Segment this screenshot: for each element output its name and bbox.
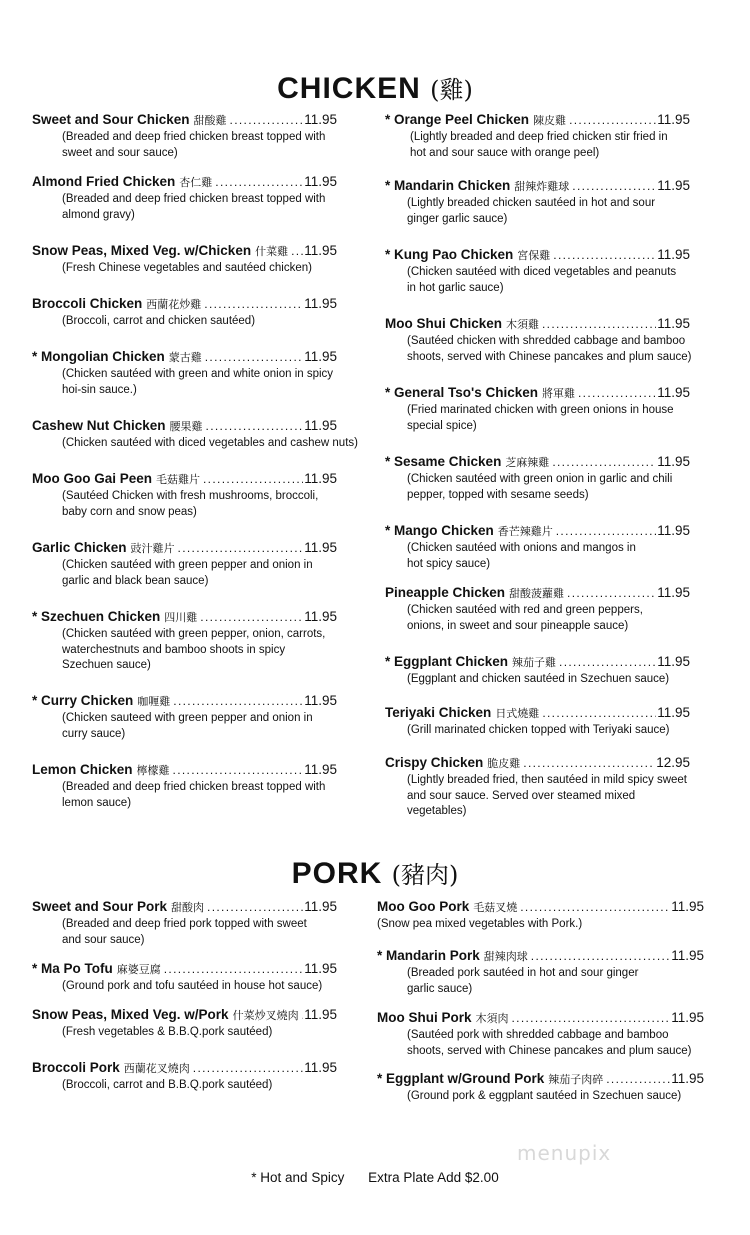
item-name: Cashew Nut Chicken bbox=[32, 418, 166, 433]
item-cn-name: 陳皮雞 bbox=[533, 114, 567, 127]
menu-item bbox=[32, 471, 337, 520]
item-desc: (Chicken sautéed with green pepper and onion in garlic and black bean sauce) bbox=[62, 559, 313, 587]
leader-dots bbox=[606, 1072, 670, 1086]
menu-item bbox=[385, 178, 690, 227]
leader-dots bbox=[200, 610, 303, 624]
item-name: Crispy Chicken bbox=[385, 755, 484, 770]
leader-dots bbox=[203, 472, 303, 486]
item-cn-name: 甜辣肉球 bbox=[483, 950, 528, 963]
item-desc: (Sautéed chicken with shredded cabbage and bamboo shoots, served with Chinese pancakes and plum sauce) bbox=[407, 335, 692, 363]
pork-section-title bbox=[0, 855, 750, 891]
item-name: * Mandarin Chicken bbox=[385, 178, 511, 193]
item-cn-name: 什菜雞 bbox=[255, 245, 289, 258]
menu-item bbox=[32, 112, 337, 161]
item-desc: (Chicken sauteed with green pepper and onion in curry sauce) bbox=[62, 712, 313, 740]
item-name: Garlic Chicken bbox=[32, 540, 127, 555]
item-cn-name: 咖喱雞 bbox=[137, 695, 171, 708]
leader-dots bbox=[291, 244, 303, 258]
item-desc: (Sautéed Chicken with fresh mushrooms, broccoli, baby corn and snow peas) bbox=[62, 490, 319, 518]
item-desc: (Lightly breaded fried, then sautéed in mild spicy sweet and sour sauce. Served over steamed mixed vegetables) bbox=[407, 774, 687, 817]
pork-title-cn: (豬肉) bbox=[391, 861, 459, 889]
item-name: * Mongolian Chicken bbox=[32, 349, 165, 364]
menu-item bbox=[32, 899, 337, 948]
item-price: 11.95 bbox=[304, 540, 337, 555]
item-desc: (Chicken sautéed with red and green peppers, onions, in sweet and sour pineapple sauce) bbox=[407, 604, 643, 632]
extra-plate-note: Extra Plate Add $2.00 bbox=[368, 1170, 499, 1185]
leader-dots bbox=[520, 900, 670, 914]
item-price: 11.95 bbox=[304, 471, 337, 486]
leader-dots bbox=[567, 586, 656, 600]
item-price: 11.95 bbox=[304, 1060, 337, 1075]
item-price: 11.95 bbox=[671, 948, 704, 963]
item-cn-name: 木須雞 bbox=[506, 318, 540, 331]
item-cn-name: 檸檬雞 bbox=[136, 764, 170, 777]
item-desc: (Chicken sautéed with green pepper, onion, carrots, waterchestnuts and bamboo shoots in spicy Szechuen sauce) bbox=[62, 628, 326, 671]
item-desc: (Breaded and deep fried chicken breast topped with almond gravy) bbox=[62, 193, 326, 221]
item-price: 11.95 bbox=[657, 112, 690, 127]
item-cn-name: 宮保雞 bbox=[517, 249, 551, 262]
item-price: 11.95 bbox=[657, 247, 690, 262]
item-name: Moo Goo Gai Peen bbox=[32, 471, 153, 486]
leader-dots bbox=[164, 962, 303, 976]
item-desc: (Fresh Chinese vegetables and sautéed chicken) bbox=[62, 262, 312, 274]
item-name: * Eggplant w/Ground Pork bbox=[377, 1071, 545, 1086]
item-name: * Ma Po Tofu bbox=[32, 961, 113, 976]
item-cn-name: 西蘭花炒雞 bbox=[146, 298, 202, 311]
item-name: * General Tso's Chicken bbox=[385, 385, 539, 400]
item-cn-name: 木須肉 bbox=[475, 1012, 509, 1025]
item-desc: (Broccoli, carrot and chicken sautéed) bbox=[62, 315, 256, 327]
leader-dots bbox=[205, 350, 303, 364]
chicken-section-title bbox=[0, 70, 750, 106]
item-cn-name: 毛菇雞片 bbox=[156, 473, 201, 486]
footer-notes bbox=[0, 1170, 750, 1185]
leader-dots bbox=[230, 113, 304, 127]
item-price: 11.95 bbox=[304, 899, 337, 914]
menu-item bbox=[385, 112, 690, 161]
item-desc: (Chicken sautéed with green and white onion in spicy hoi-sin sauce.) bbox=[62, 368, 334, 396]
menu-item bbox=[385, 523, 690, 572]
item-price: 11.95 bbox=[304, 693, 337, 708]
menu-item bbox=[32, 1007, 337, 1041]
item-cn-name: 將軍雞 bbox=[542, 387, 576, 400]
item-name: Moo Shui Chicken bbox=[385, 316, 503, 331]
leader-dots bbox=[173, 763, 304, 777]
leader-dots bbox=[207, 900, 303, 914]
item-cn-name: 脆皮雞 bbox=[487, 757, 521, 770]
leader-dots bbox=[552, 455, 656, 469]
item-desc: (Fried marinated chicken with green onions in house special spice) bbox=[407, 404, 674, 432]
menu-item bbox=[377, 899, 704, 933]
item-price: 11.95 bbox=[304, 174, 337, 189]
menu-item bbox=[32, 174, 337, 223]
leader-dots bbox=[556, 524, 656, 538]
item-price: 11.95 bbox=[304, 349, 337, 364]
item-cn-name: 甜酸肉 bbox=[171, 901, 205, 914]
menu-item bbox=[32, 296, 337, 330]
hot-spicy-note: * Hot and Spicy bbox=[251, 1170, 345, 1185]
item-name: Moo Shui Pork bbox=[377, 1010, 472, 1025]
item-price: 11.95 bbox=[657, 316, 690, 331]
item-price: 12.95 bbox=[656, 755, 690, 770]
menu-item bbox=[377, 948, 704, 997]
item-cn-name: 香芒辣雞片 bbox=[497, 525, 553, 538]
item-name: * Eggplant Chicken bbox=[385, 654, 509, 669]
item-cn-name: 辣茄子雞 bbox=[512, 656, 557, 669]
item-price: 11.95 bbox=[657, 705, 690, 720]
item-price: 11.95 bbox=[304, 112, 337, 127]
item-desc: (Fresh vegetables & B.B.Q.pork sautéed) bbox=[62, 1026, 273, 1038]
item-cn-name: 甜辣炸雞球 bbox=[514, 180, 570, 193]
item-desc: (Lightly breaded and deep fried chicken stir fried in hot and sour sauce with orange peel) bbox=[410, 131, 668, 159]
item-name: Sweet and Sour Pork bbox=[32, 899, 168, 914]
chicken-title: CHICKEN bbox=[277, 72, 421, 105]
item-cn-name: 芝麻辣雞 bbox=[505, 456, 550, 469]
item-name: Snow Peas, Mixed Veg. w/Pork bbox=[32, 1007, 229, 1022]
item-cn-name: 四川雞 bbox=[164, 611, 198, 624]
item-cn-name: 毛菇叉燒 bbox=[473, 901, 518, 914]
leader-dots bbox=[173, 694, 303, 708]
item-desc: (Broccoli, carrot and B.B.Q.pork sautéed) bbox=[62, 1079, 273, 1091]
item-price: 11.95 bbox=[657, 523, 690, 538]
leader-dots bbox=[559, 655, 656, 669]
menu-item bbox=[385, 385, 690, 434]
leader-dots bbox=[178, 541, 304, 555]
leader-dots bbox=[512, 1011, 671, 1025]
item-name: Sweet and Sour Chicken bbox=[32, 112, 190, 127]
item-desc: (Breaded and deep fried pork topped with sweet and sour sauce) bbox=[62, 918, 307, 946]
item-desc: (Breaded and deep fried chicken breast topped with lemon sauce) bbox=[62, 781, 326, 809]
menu-item bbox=[32, 540, 337, 589]
item-price: 11.95 bbox=[304, 762, 337, 777]
leader-dots bbox=[302, 1008, 304, 1022]
item-price: 11.95 bbox=[304, 296, 337, 311]
menu-item bbox=[32, 349, 337, 398]
item-cn-name: 杏仁雞 bbox=[179, 176, 213, 189]
item-name: Almond Fried Chicken bbox=[32, 174, 176, 189]
watermark-logo: menupix bbox=[517, 1141, 612, 1165]
item-name: Teriyaki Chicken bbox=[385, 705, 492, 720]
item-cn-name: 辣茄子肉碎 bbox=[548, 1073, 604, 1086]
item-name: * Mandarin Pork bbox=[377, 948, 480, 963]
item-price: 11.95 bbox=[671, 1010, 704, 1025]
menu-item bbox=[32, 762, 337, 811]
item-price: 11.95 bbox=[657, 385, 690, 400]
leader-dots bbox=[215, 175, 303, 189]
menu-item bbox=[32, 961, 337, 995]
item-desc: (Grill marinated chicken topped with Teriyaki sauce) bbox=[407, 724, 670, 736]
item-name: * Sesame Chicken bbox=[385, 454, 502, 469]
item-desc: (Chicken sautéed with diced vegetables and peanuts in hot garlic sauce) bbox=[407, 266, 677, 294]
item-desc: (Ground pork and tofu sautéed in house hot sauce) bbox=[62, 980, 323, 992]
item-desc: (Chicken sautéed with green onion in garlic and chili pepper, topped with sesame seeds) bbox=[407, 473, 673, 501]
item-desc: (Eggplant and chicken sautéed in Szechuen sauce) bbox=[407, 673, 670, 685]
item-price: 11.95 bbox=[304, 243, 337, 258]
item-name: * Orange Peel Chicken bbox=[385, 112, 530, 127]
leader-dots bbox=[193, 1061, 303, 1075]
item-cn-name: 豉汁雞片 bbox=[130, 542, 175, 555]
menu-item bbox=[385, 247, 690, 296]
item-price: 11.95 bbox=[657, 654, 690, 669]
item-desc: (Lightly breaded chicken sautéed in hot and sour ginger garlic sauce) bbox=[407, 197, 656, 225]
menu-item bbox=[377, 1010, 704, 1059]
leader-dots bbox=[542, 706, 656, 720]
menu-item bbox=[32, 243, 337, 277]
leader-dots bbox=[531, 949, 670, 963]
item-desc: (Breaded and deep fried chicken breast topped with sweet and sour sauce) bbox=[62, 131, 326, 159]
item-cn-name: 麻婆豆腐 bbox=[116, 963, 161, 976]
item-price: 11.95 bbox=[304, 418, 337, 433]
item-name: * Kung Pao Chicken bbox=[385, 247, 514, 262]
menu-item bbox=[32, 418, 358, 452]
menu-item bbox=[385, 454, 690, 503]
leader-dots bbox=[206, 419, 304, 433]
item-desc: (Chicken sautéed with onions and mangos in hot spicy sauce) bbox=[407, 542, 636, 570]
item-name: * Szechuen Chicken bbox=[32, 609, 161, 624]
item-name: Snow Peas, Mixed Veg. w/Chicken bbox=[32, 243, 252, 258]
item-price: 11.95 bbox=[657, 454, 690, 469]
item-price: 11.95 bbox=[304, 609, 337, 624]
item-desc: (Ground pork & eggplant sautéed in Szechuen sauce) bbox=[407, 1090, 682, 1102]
chicken-title-cn: (雞) bbox=[430, 76, 473, 104]
item-desc: (Chicken sautéed with diced vegetables and cashew nuts) bbox=[62, 437, 358, 449]
menu-item bbox=[32, 693, 337, 742]
item-price: 11.95 bbox=[657, 585, 690, 600]
item-cn-name: 西蘭花叉燒肉 bbox=[123, 1062, 190, 1075]
leader-dots bbox=[553, 248, 656, 262]
item-cn-name: 蒙古雞 bbox=[168, 351, 202, 364]
item-desc: (Breaded pork sautéed in hot and sour ginger garlic sauce) bbox=[407, 967, 639, 995]
item-name: Moo Goo Pork bbox=[377, 899, 470, 914]
item-desc: (Snow pea mixed vegetables with Pork.) bbox=[377, 918, 583, 930]
menu-item bbox=[385, 705, 690, 739]
item-name: Lemon Chicken bbox=[32, 762, 133, 777]
item-price: 11.95 bbox=[671, 1071, 704, 1086]
item-name: Broccoli Chicken bbox=[32, 296, 143, 311]
menu-item bbox=[385, 316, 690, 365]
menu-item bbox=[377, 1071, 704, 1105]
item-price: 11.95 bbox=[657, 178, 690, 193]
leader-dots bbox=[542, 317, 656, 331]
item-cn-name: 甜酸雞 bbox=[193, 114, 227, 127]
item-price: 11.95 bbox=[671, 899, 704, 914]
item-name: Pineapple Chicken bbox=[385, 585, 506, 600]
item-price: 11.95 bbox=[304, 961, 337, 976]
item-cn-name: 甜酸菠蘿雞 bbox=[509, 587, 565, 600]
leader-dots bbox=[572, 179, 656, 193]
item-name: * Curry Chicken bbox=[32, 693, 134, 708]
item-price: 11.95 bbox=[304, 1007, 337, 1022]
item-cn-name: 日式燒雞 bbox=[495, 707, 540, 720]
item-cn-name: 腰果雞 bbox=[169, 420, 203, 433]
pork-title: PORK bbox=[291, 857, 383, 890]
leader-dots bbox=[523, 756, 655, 770]
leader-dots bbox=[204, 297, 303, 311]
menu-item bbox=[385, 654, 690, 688]
item-name: * Mango Chicken bbox=[385, 523, 494, 538]
item-name: Broccoli Pork bbox=[32, 1060, 120, 1075]
menu-item bbox=[32, 1060, 337, 1094]
menu-item bbox=[385, 585, 690, 634]
menu-item bbox=[385, 755, 690, 820]
menu-item bbox=[32, 609, 337, 674]
leader-dots bbox=[578, 386, 656, 400]
leader-dots bbox=[569, 113, 656, 127]
item-desc: (Sautéed pork with shredded cabbage and bamboo shoots, served with Chinese pancakes and plum sauce) bbox=[407, 1029, 692, 1057]
item-cn-name: 什菜炒叉燒肉 bbox=[232, 1009, 299, 1022]
